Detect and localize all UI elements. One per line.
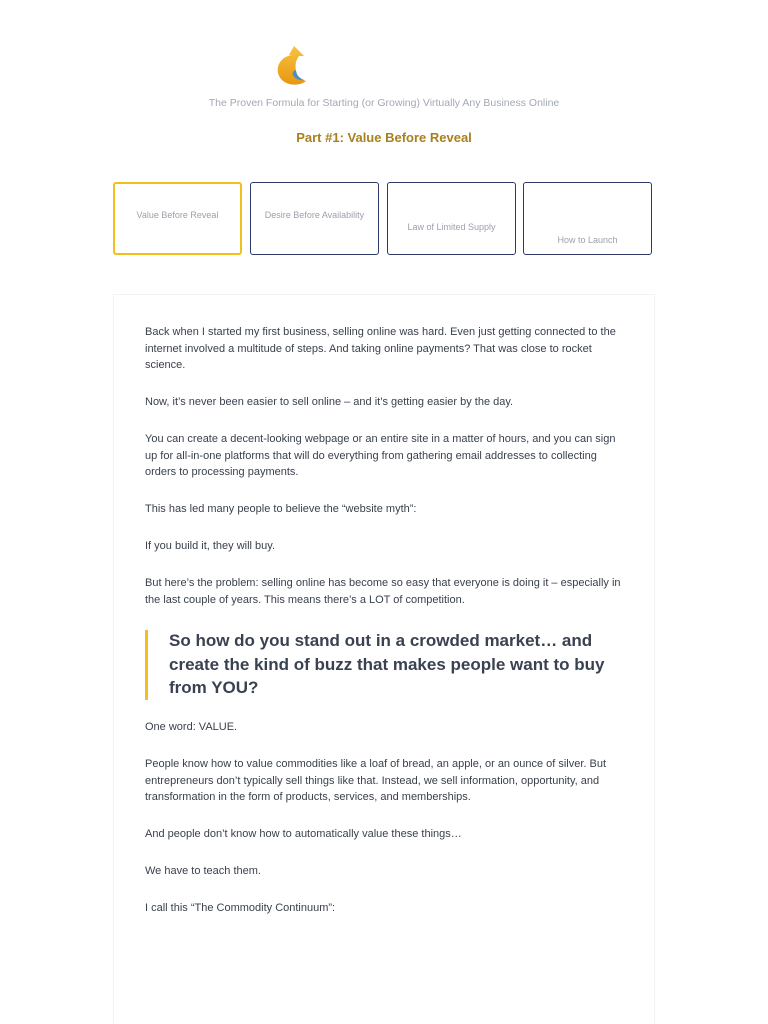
quote-accent-bar xyxy=(145,630,148,700)
paragraph: We have to teach them. xyxy=(145,865,261,877)
tab-label: Law of Limited Supply xyxy=(407,222,496,232)
tab-how-to-launch[interactable] xyxy=(523,182,652,255)
tagline: The Proven Formula for Starting (or Growing) Virtually Any Business Online xyxy=(208,97,560,109)
tab-value-before-reveal[interactable] xyxy=(113,182,242,255)
paragraph: This has led many people to believe the “website myth”: xyxy=(145,503,417,515)
paragraph: If you build it, they will buy. xyxy=(145,540,276,552)
paragraph: One word: VALUE. xyxy=(145,721,238,733)
growth-arrow-logo-icon xyxy=(274,44,308,86)
paragraph: Now, it’s never been easier to sell online – and it’s getting easier by the day. xyxy=(145,396,514,408)
part-tabs xyxy=(113,182,655,258)
paragraph: And people don’t know how to automatically value these things… xyxy=(145,828,462,840)
tab-label: Desire Before Availability xyxy=(264,210,365,220)
paragraph: You can create a decent-looking webpage or an entire site in a matter of hours, and you can sign up for all-in-one platforms that will do everything from gathering email addresses to collecting orders to processing payments. xyxy=(145,433,616,478)
tab-label: Value Before Reveal xyxy=(136,210,219,220)
tab-label: How to Launch xyxy=(557,235,618,245)
part-title: Part #1: Value Before Reveal xyxy=(296,130,472,145)
tab-desire-before-availability[interactable] xyxy=(250,182,379,255)
tab-law-of-limited-supply[interactable] xyxy=(387,182,516,255)
paragraph: Back when I started my first business, selling online was hard. Even just getting connected to the internet involved a multitude of steps. And taking online payments? That was close to rocket science. xyxy=(145,326,616,371)
paragraph: People know how to value commodities like a loaf of bread, an apple, or an ounce of silver. But entrepreneurs don’t typically sell things like that. Instead, we sell information, opportunity, and transformation in the form of products, services, and memberships. xyxy=(145,758,607,803)
paragraph: I call this “The Commodity Continuum”: xyxy=(145,902,336,914)
paragraph: But here’s the problem: selling online has become so easy that everyone is doing it – especially in the last couple of years. This means there’s a LOT of competition. xyxy=(145,577,621,606)
pull-quote: So how do you stand out in a crowded market… and create the kind of buzz that makes people want to buy from YOU? xyxy=(169,631,605,697)
